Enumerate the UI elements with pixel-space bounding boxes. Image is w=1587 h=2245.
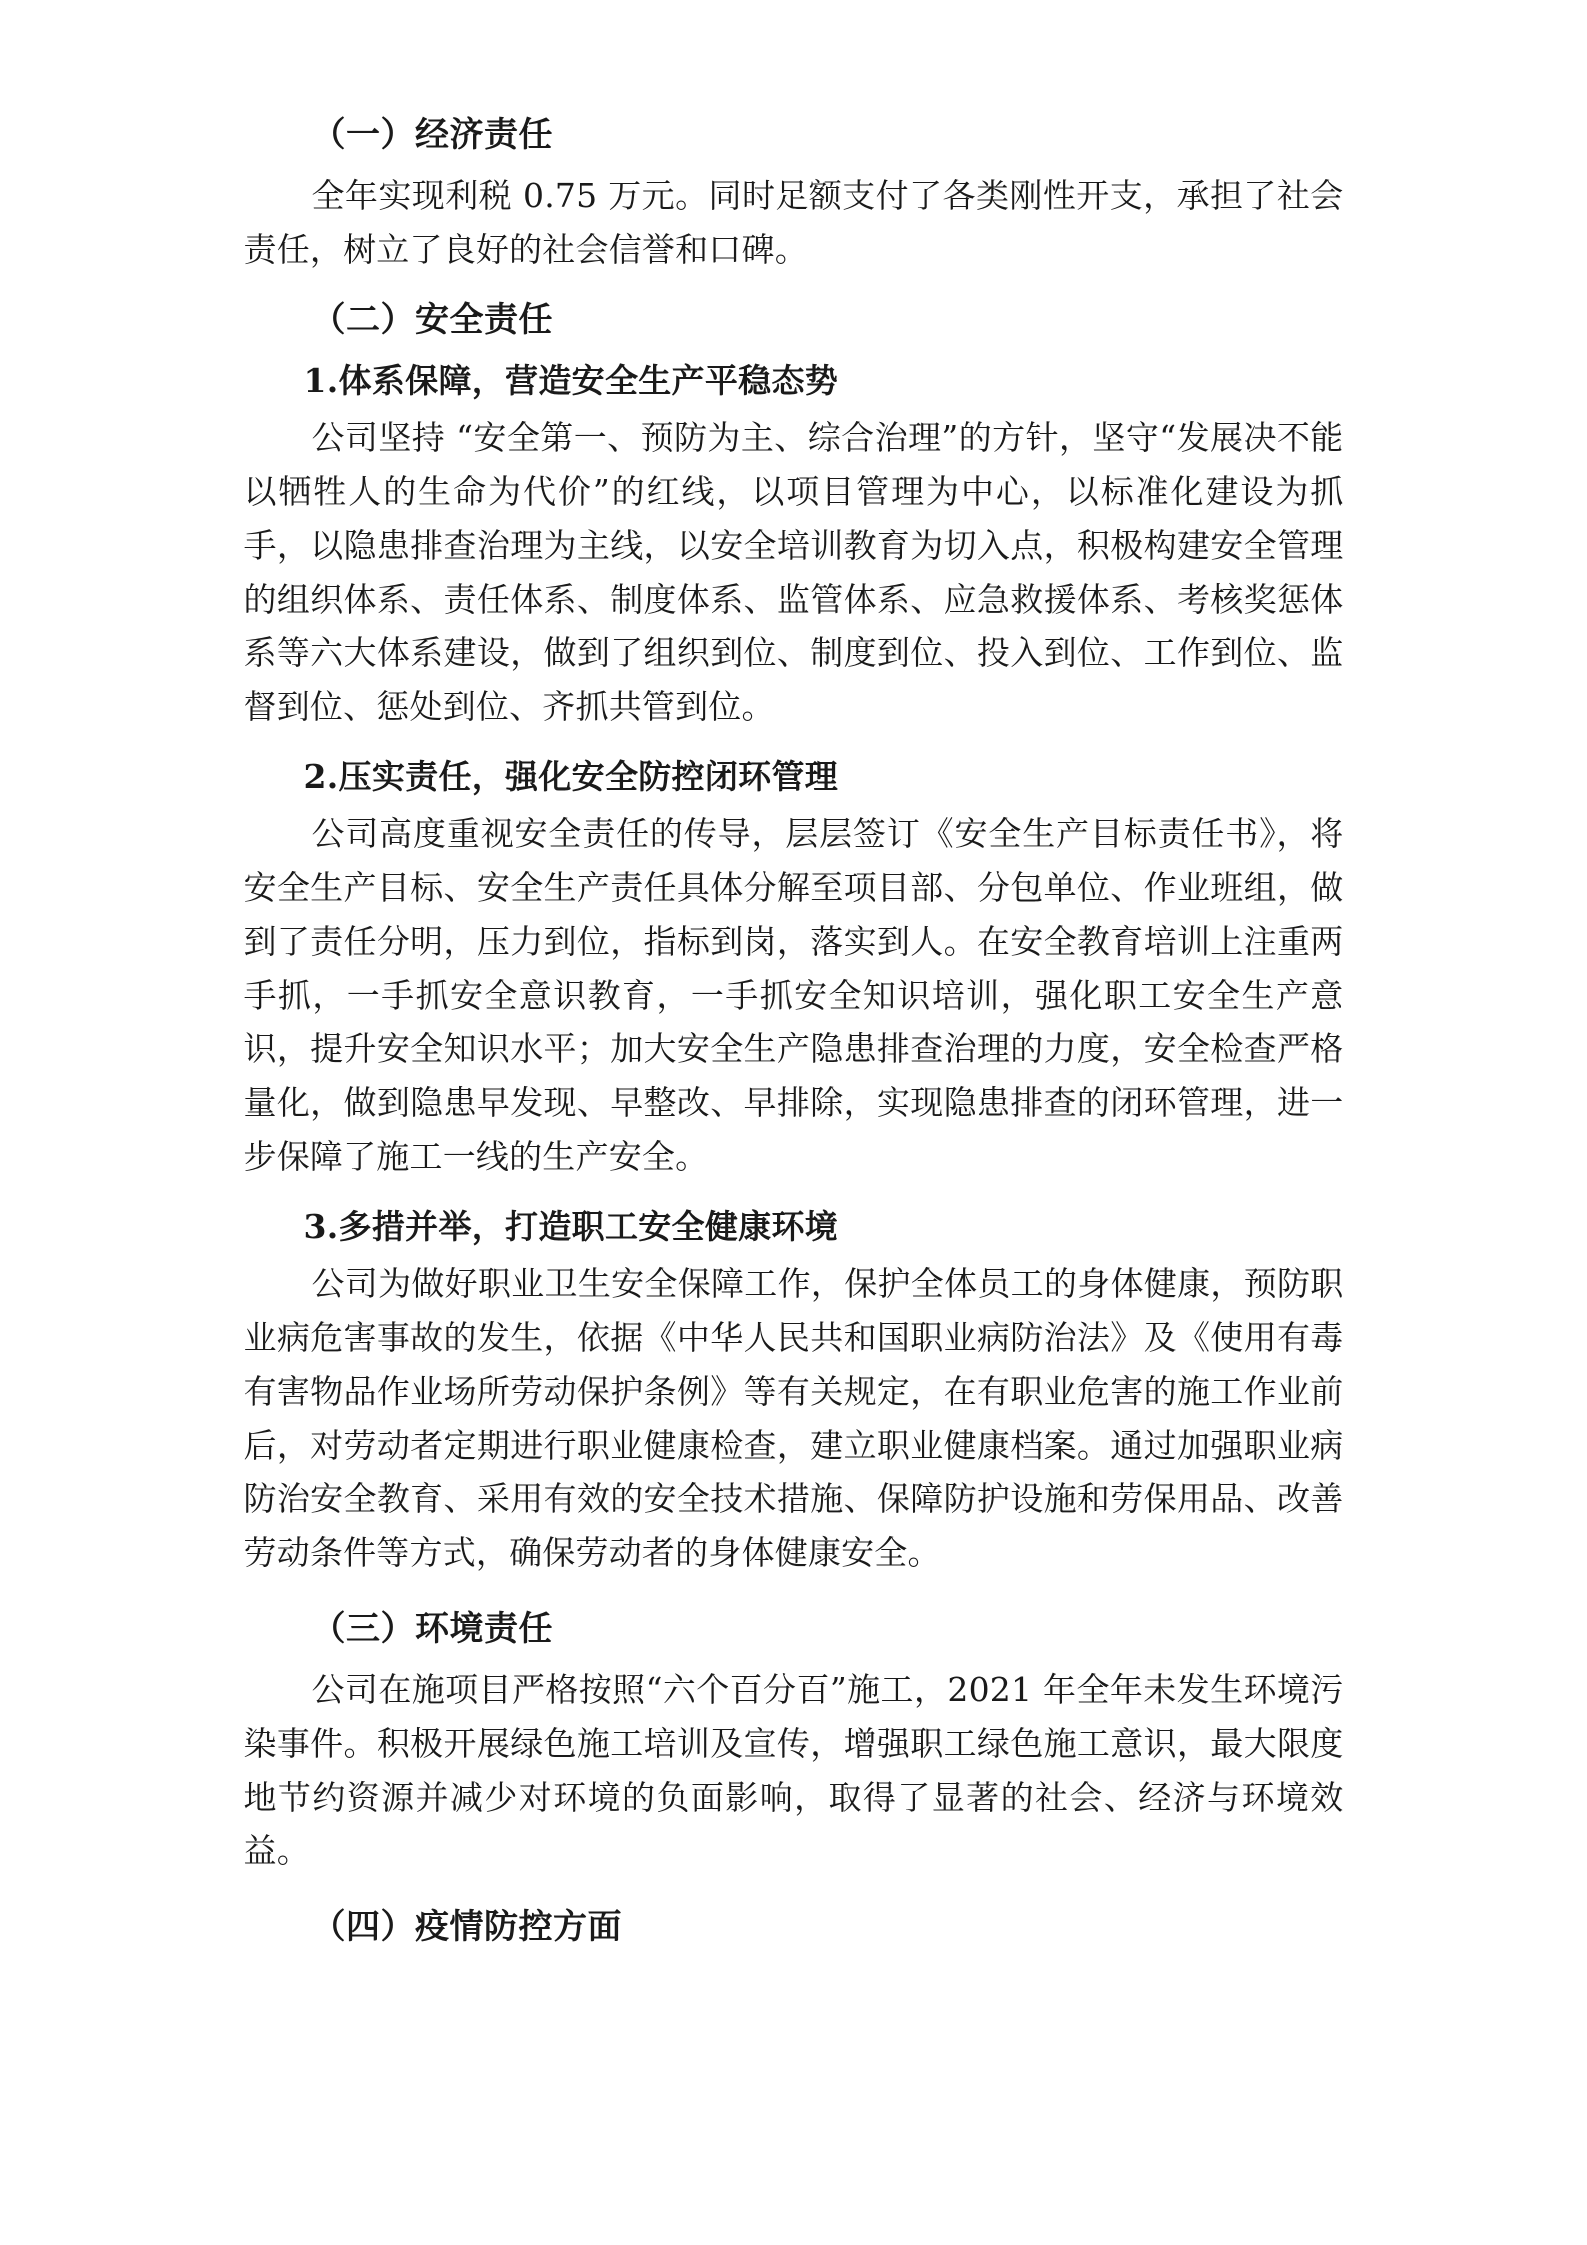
section-heading-economic-responsibility: （一）经济责任 xyxy=(311,115,553,155)
spacer xyxy=(244,1190,1344,1200)
subsection-heading-responsibility-enforcement: 2.压实责任，强化安全防控闭环管理 xyxy=(303,756,839,796)
spacer xyxy=(244,740,1344,750)
document-body xyxy=(244,108,1344,1955)
section-heading-epidemic-prevention: （四）疫情防控方面 xyxy=(311,1907,622,1948)
subsection-heading-system-assurance: 1.体系保障，营造安全生产平稳态势 xyxy=(303,360,839,400)
spacer xyxy=(244,1884,1344,1900)
spacer xyxy=(244,1586,1344,1602)
section-heading-environmental-responsibility: （三）环境责任 xyxy=(311,1608,553,1649)
paragraph-environmental-responsibility: 公司在施项目严格按照“六个百分百”施工，2021 年全年未发生环境污染事件。积极开展绿色施工培训及宣传，增强职工绿色施工意识，最大限度地节约资源并减少对环境的负面影响，取得了显著的社会、经济与环境效益。 xyxy=(243,1670,1344,1871)
subsection-heading-healthy-environment: 3.多措并举，打造职工安全健康环境 xyxy=(303,1206,839,1246)
paragraph-healthy-environment: 公司为做好职业卫生安全保障工作，保护全体员工的身体健康，预防职业病危害事故的发生，依据《中华人民共和国职业病防治法》及《使用有毒有害物品作业场所劳动保护条例》等有关规定，在有职业危害的施工作业前后，对劳动者定期进行职业健康检查，建立职业健康档案。通过加强职业病防治安全教育、采用有效的安全技术措施、保障防护设施和劳保用品、改善劳动条件等方式，确保劳动者的身体健康安全。 xyxy=(243,1264,1344,1573)
section-heading-safety-responsibility: （二）安全责任 xyxy=(311,299,553,340)
paragraph-system-assurance: 公司坚持 “安全第一、预防为主、综合治理”的方针，坚守“发展决不能以牺牲人的生命为代价”的红线，以项目管理为中心，以标准化建设为抓手，以隐患排查治理为主线，以安全培训教育为切入点，积极构建安全管理的组织体系、责任体系、制度体系、监管体系、应急救援体系、考核奖惩体系等六大体系建设，做到了组织到位、制度到位、投入到位、工作到位、监督到位、惩处到位、齐抓共管到位。 xyxy=(243,418,1344,727)
paragraph-economic-responsibility: 全年实现利税 0.75 万元。同时足额支付了各类刚性开支，承担了社会责任，树立了良好的社会信誉和口碑。 xyxy=(243,176,1344,269)
paragraph-responsibility-enforcement: 公司高度重视安全责任的传导，层层签订《安全生产目标责任书》，将安全生产目标、安全生产责任具体分解至项目部、分包单位、作业班组，做到了责任分明，压力到位，指标到岗，落实到人。在安全教育培训上注重两手抓，一手抓安全意识教育，一手抓安全知识培训，强化职工安全生产意识，提升安全知识水平；加大安全生产隐患排查治理的力度，安全检查严格量化，做到隐患早发现、早整改、早排除，实现隐患排查的闭环管理，进一步保障了施工一线的生产安全。 xyxy=(243,814,1344,1176)
spacer xyxy=(244,283,1344,293)
